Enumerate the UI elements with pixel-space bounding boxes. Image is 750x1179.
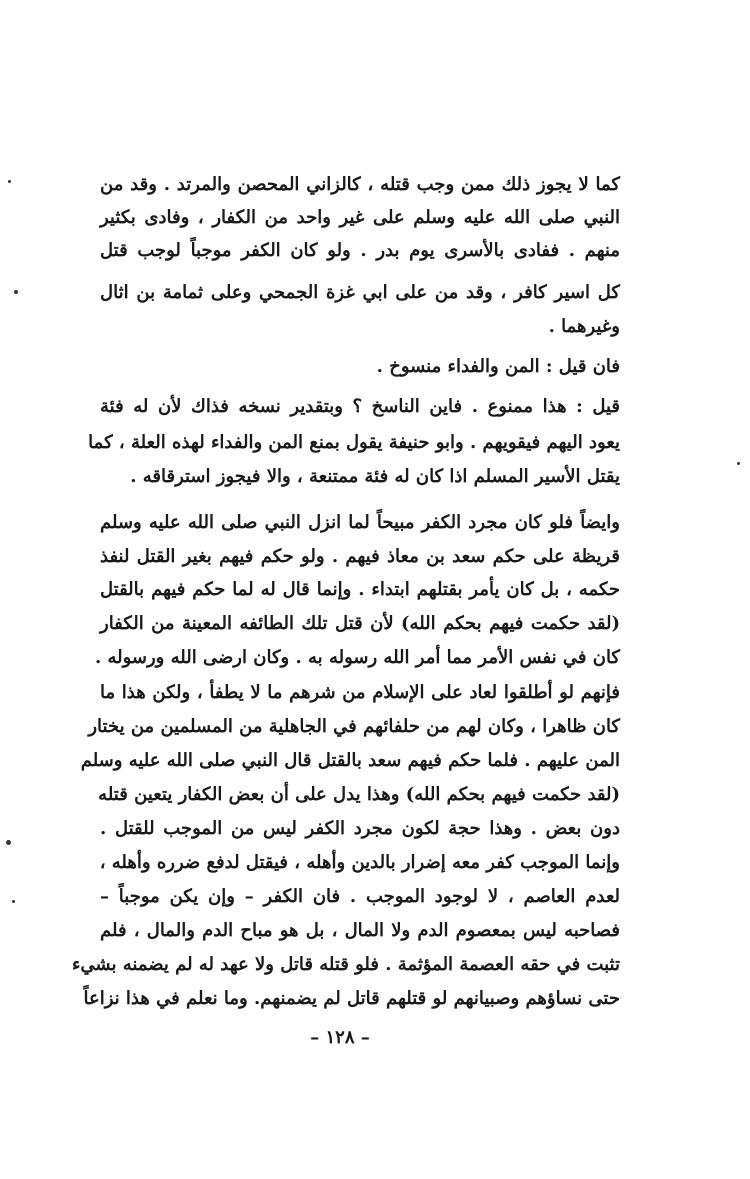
scan-speck bbox=[12, 900, 15, 903]
scan-speck bbox=[737, 462, 740, 465]
text-line: يقتل الأسير المسلم اذا كان له فئة ممتنعة ، والا فيجوز استرقاقه . bbox=[130, 466, 620, 487]
text-line: فان قيل : المن والفداء منسوخ . bbox=[376, 356, 620, 377]
text-line: فصاحبه ليس بمعصوم الدم ولا المال ، بل هو مباح الدم والمال ، فلم bbox=[100, 920, 620, 941]
text-line: وايضاً فلو كان مجرد الكفر مبيحاً لما انزل النبي صلى الله عليه وسلم bbox=[100, 512, 620, 533]
scan-speck bbox=[14, 290, 18, 294]
text-line: حكمه ، بل كان يأمر بقتلهم ابتداء . وإنما قال له لما حكم فيهم بالقتل bbox=[100, 579, 620, 600]
text-line: المن عليهم . فلما حكم فيهم سعد بالقتل قال النبي صلى الله عليه وسلم bbox=[80, 750, 620, 771]
scan-speck bbox=[8, 180, 11, 183]
text-line: دون بعض . وهذا حجة لكون مجرد الكفر ليس من الموجب للقتل . bbox=[100, 818, 620, 839]
text-line: يعود اليهم فيقويهم . وابو حنيفة يقول بمنع المن والفداء لهذه العلة ، كما bbox=[88, 432, 620, 453]
text-line: منهم . ففادى بالأسرى يوم بدر . ولو كان الكفر موجباً لوجب قتل bbox=[100, 240, 620, 261]
text-line: (لقد حكمت فيهم بحكم الله) لأن قتل تلك الطائفه المعينة من الكفار bbox=[100, 613, 620, 634]
text-line: تثبت في حقه العصمة المؤثمة . فلو قتله قاتل ولا عهد له لم يضمنه بشيء bbox=[71, 954, 620, 975]
text-line: (لقد حكمت فيهم بحكم الله) وهذا يدل على أن بعض الكفار يتعين قتله bbox=[98, 784, 620, 805]
text-line: لعدم العاصم ، لا لوجود الموجب . فان الكفر – وإن يكن موجباً – bbox=[100, 886, 620, 907]
text-line: النبي صلى الله عليه وسلم على غير واحد من الكفار ، وفادى بكثير bbox=[100, 207, 620, 228]
text-line: كان في نفس الأمر مما أمر الله رسوله به . وكان ارضى الله ورسوله . bbox=[94, 647, 620, 668]
text-line: كما لا يجوز ذلك ممن وجب قتله ، كالزاني المحصن والمرتد . وقد من bbox=[100, 174, 620, 195]
page-number: – ١٢٨ – bbox=[310, 1027, 370, 1048]
text-line: فإنهم لو أطلقوا لعاد على الإسلام من شرهم ما لا يطفأ ، ولكن هذا ما bbox=[100, 682, 620, 703]
text-line: قريظة على حكم سعد بن معاذ فيهم . ولو حكم فيهم بغير القتل لنفذ bbox=[100, 546, 620, 567]
text-line: حتى نساؤهم وصبيانهم لو قتلهم قاتل لم يضمنهم. وما نعلم في هذا نزاعاً bbox=[83, 988, 620, 1009]
text-line: وإنما الموجب كفر معه إضرار بالدين وأهله ، فيقتل لدفع ضرره وأهله ، bbox=[99, 852, 620, 873]
text-line: قيل : هذا ممنوع . فاين الناسخ ؟ وبتقدير نسخه فذاك لأن له فئة bbox=[100, 396, 620, 417]
text-line: وغيرهما . bbox=[548, 316, 620, 337]
text-line: كل اسير كافر ، وقد من على ابي غزة الجمحي وعلى ثمامة بن اثال bbox=[100, 282, 620, 303]
text-line: كان ظاهرا ، وكان لهم من حلفائهم في الجاهلية من المسلمين من يختار bbox=[88, 716, 620, 737]
scan-speck bbox=[6, 840, 11, 845]
